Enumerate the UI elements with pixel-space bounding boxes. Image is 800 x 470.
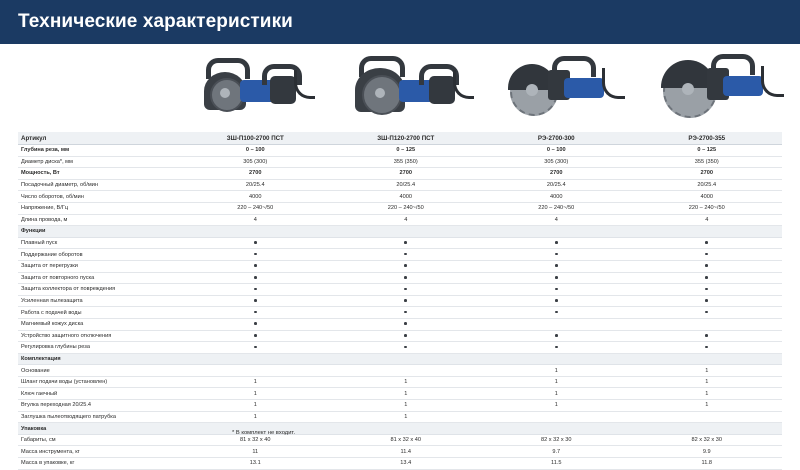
row-label: Защита от повторного пуска bbox=[18, 272, 180, 284]
table-row bbox=[18, 365, 782, 377]
row-value: 20/25.4 bbox=[180, 179, 331, 191]
table-row bbox=[18, 179, 782, 191]
feature-dot-icon bbox=[404, 288, 407, 291]
row-value bbox=[481, 272, 632, 284]
feature-dot-icon bbox=[254, 299, 257, 302]
wall-chaser-120-image bbox=[353, 52, 473, 130]
row-value: 2700 bbox=[180, 168, 331, 180]
row-value: 0 – 100 bbox=[481, 145, 632, 157]
feature-dot-icon bbox=[555, 253, 558, 256]
table-row bbox=[18, 249, 782, 261]
row-label: Регулировка глубины реза bbox=[18, 342, 180, 354]
specifications-table bbox=[18, 132, 782, 470]
row-value: 220 – 240~/50 bbox=[632, 202, 783, 214]
row-value: 4000 bbox=[180, 191, 331, 203]
table-row bbox=[18, 434, 782, 446]
row-value: 9.7 bbox=[481, 446, 632, 458]
row-value: 220 – 240~/50 bbox=[481, 202, 632, 214]
feature-dot-icon bbox=[705, 276, 708, 279]
row-value: 2700 bbox=[632, 168, 783, 180]
product-image-cell bbox=[645, 46, 800, 130]
row-value bbox=[331, 272, 482, 284]
row-value: 20/25.4 bbox=[481, 179, 632, 191]
row-value bbox=[481, 342, 632, 354]
row-value bbox=[331, 295, 482, 307]
row-label: Масса в упаковке, кг bbox=[18, 458, 180, 470]
row-value bbox=[331, 284, 482, 296]
row-value bbox=[632, 330, 783, 342]
row-value: 0 – 125 bbox=[331, 145, 482, 157]
row-value bbox=[481, 318, 632, 330]
feature-dot-icon bbox=[555, 346, 558, 349]
row-value bbox=[632, 318, 783, 330]
feature-dot-icon bbox=[254, 264, 257, 267]
row-label: Мощность, Вт bbox=[18, 168, 180, 180]
feature-dot-icon bbox=[254, 276, 257, 279]
row-value: 4000 bbox=[481, 191, 632, 203]
row-value bbox=[331, 423, 482, 435]
row-value bbox=[331, 307, 482, 319]
feature-dot-icon bbox=[404, 322, 407, 325]
row-value bbox=[180, 307, 331, 319]
row-label: Напряжение, В/Гц bbox=[18, 202, 180, 214]
row-value bbox=[481, 423, 632, 435]
row-value bbox=[481, 237, 632, 249]
wall-chaser-100-image bbox=[198, 52, 318, 130]
row-value bbox=[331, 365, 482, 377]
row-value bbox=[180, 272, 331, 284]
row-value bbox=[632, 411, 783, 423]
row-value: 20/25.4 bbox=[632, 179, 783, 191]
table-row bbox=[18, 272, 782, 284]
table-row bbox=[18, 446, 782, 458]
row-value bbox=[180, 318, 331, 330]
row-label: Основание bbox=[18, 365, 180, 377]
row-value bbox=[632, 249, 783, 261]
row-value bbox=[180, 365, 331, 377]
feature-dot-icon bbox=[555, 288, 558, 291]
footnote: * В комплект не входит. bbox=[232, 430, 296, 436]
row-value: 4 bbox=[632, 214, 783, 226]
row-label: Число оборотов, об/мин bbox=[18, 191, 180, 203]
row-label: Поддержание оборотов bbox=[18, 249, 180, 261]
row-value: 305 (300) bbox=[180, 156, 331, 168]
row-value bbox=[632, 272, 783, 284]
row-value bbox=[632, 353, 783, 365]
row-value bbox=[331, 318, 482, 330]
row-value bbox=[481, 353, 632, 365]
table-row bbox=[18, 156, 782, 168]
row-value: 355 (350) bbox=[632, 156, 783, 168]
row-value: 1 bbox=[632, 400, 783, 412]
row-value: 220 – 240~/50 bbox=[331, 202, 482, 214]
feature-dot-icon bbox=[404, 334, 407, 337]
table-row bbox=[18, 330, 782, 342]
row-value bbox=[331, 342, 482, 354]
feature-dot-icon bbox=[705, 299, 708, 302]
row-value bbox=[331, 226, 482, 238]
feature-dot-icon bbox=[555, 264, 558, 267]
feature-dot-icon bbox=[404, 346, 407, 349]
row-value: 13.1 bbox=[180, 458, 331, 470]
feature-dot-icon bbox=[705, 334, 708, 337]
feature-dot-icon bbox=[555, 276, 558, 279]
table-row bbox=[18, 458, 782, 470]
row-label: Диаметр диска*, мм bbox=[18, 156, 180, 168]
row-value bbox=[331, 260, 482, 272]
row-value bbox=[481, 307, 632, 319]
row-value bbox=[331, 249, 482, 261]
row-value: 11.8 bbox=[632, 458, 783, 470]
feature-dot-icon bbox=[555, 334, 558, 337]
table-row bbox=[18, 307, 782, 319]
feature-dot-icon bbox=[555, 311, 558, 314]
row-value: 81 х 32 х 40 bbox=[180, 434, 331, 446]
row-value bbox=[180, 295, 331, 307]
feature-dot-icon bbox=[254, 288, 257, 291]
row-value: 11.4 bbox=[331, 446, 482, 458]
row-value: 11 bbox=[180, 446, 331, 458]
feature-dot-icon bbox=[254, 334, 257, 337]
row-label: Упаковка bbox=[18, 423, 180, 435]
row-value: 2700 bbox=[331, 168, 482, 180]
product-image-cell bbox=[180, 46, 335, 130]
feature-dot-icon bbox=[404, 311, 407, 314]
row-value bbox=[180, 342, 331, 354]
row-value bbox=[632, 295, 783, 307]
row-value: 305 (300) bbox=[481, 156, 632, 168]
row-label: Работа с подачей воды bbox=[18, 307, 180, 319]
row-value bbox=[331, 330, 482, 342]
row-value: 1 bbox=[180, 411, 331, 423]
row-label: Глубина реза, мм bbox=[18, 145, 180, 157]
table-section-row bbox=[18, 353, 782, 365]
row-label: Защита коллектора от повреждения bbox=[18, 284, 180, 296]
row-value bbox=[632, 423, 783, 435]
row-value: 1 bbox=[481, 400, 632, 412]
table-row bbox=[18, 411, 782, 423]
row-value bbox=[180, 226, 331, 238]
row-value bbox=[632, 284, 783, 296]
row-value: 220 – 240~/50 bbox=[180, 202, 331, 214]
feature-dot-icon bbox=[404, 299, 407, 302]
feature-dot-icon bbox=[404, 276, 407, 279]
feature-dot-icon bbox=[555, 299, 558, 302]
table-row bbox=[18, 400, 782, 412]
row-label: Магниевый кожух диска bbox=[18, 318, 180, 330]
specifications-table-body bbox=[18, 132, 782, 469]
feature-dot-icon bbox=[404, 264, 407, 267]
row-value: 11.5 bbox=[481, 458, 632, 470]
row-label: Масса инструмента, кг bbox=[18, 446, 180, 458]
row-value bbox=[481, 226, 632, 238]
row-value bbox=[180, 353, 331, 365]
feature-dot-icon bbox=[555, 241, 558, 244]
table-row bbox=[18, 202, 782, 214]
table-row bbox=[18, 388, 782, 400]
table-row bbox=[18, 168, 782, 180]
row-value: 0 – 125 bbox=[632, 145, 783, 157]
row-value bbox=[331, 353, 482, 365]
concrete-saw-355-image bbox=[663, 52, 783, 130]
row-label: Артикул bbox=[18, 132, 180, 145]
table-row bbox=[18, 260, 782, 272]
row-value bbox=[180, 260, 331, 272]
table-section-row bbox=[18, 423, 782, 435]
row-value bbox=[632, 260, 783, 272]
row-value: 20/25.4 bbox=[331, 179, 482, 191]
row-value: 13.4 bbox=[331, 458, 482, 470]
feature-dot-icon bbox=[404, 253, 407, 256]
concrete-saw-300-image bbox=[508, 52, 628, 130]
table-row bbox=[18, 284, 782, 296]
row-label: Заглушка пылеотводящего патрубка bbox=[18, 411, 180, 423]
feature-dot-icon bbox=[705, 288, 708, 291]
feature-dot-icon bbox=[254, 241, 257, 244]
row-label: Ключ гаечный bbox=[18, 388, 180, 400]
row-value: 0 – 100 bbox=[180, 145, 331, 157]
row-value bbox=[481, 330, 632, 342]
page-header bbox=[0, 0, 800, 44]
feature-dot-icon bbox=[705, 346, 708, 349]
row-value: 1 bbox=[632, 376, 783, 388]
feature-dot-icon bbox=[404, 241, 407, 244]
row-value: 4 bbox=[481, 214, 632, 226]
row-label: Длина провода, м bbox=[18, 214, 180, 226]
row-value: 9.9 bbox=[632, 446, 783, 458]
feature-dot-icon bbox=[705, 264, 708, 267]
product-image-row bbox=[180, 46, 800, 130]
feature-dot-icon bbox=[705, 253, 708, 256]
row-label: Шланг подачи воды (установлен) bbox=[18, 376, 180, 388]
row-label: Устройство защитного отключения bbox=[18, 330, 180, 342]
row-label: Посадочный диаметр, об/мин bbox=[18, 179, 180, 191]
table-row bbox=[18, 132, 782, 145]
row-label: Комплектация bbox=[18, 353, 180, 365]
row-value: 2700 bbox=[481, 168, 632, 180]
row-value: РЭ-2700-300 bbox=[481, 132, 632, 145]
table-row bbox=[18, 318, 782, 330]
row-value: 355 (350) bbox=[331, 156, 482, 168]
row-value: 4000 bbox=[331, 191, 482, 203]
row-value bbox=[180, 249, 331, 261]
feature-dot-icon bbox=[705, 241, 708, 244]
row-value: 1 bbox=[331, 388, 482, 400]
product-image-cell bbox=[490, 46, 645, 130]
row-value: 82 х 32 х 30 bbox=[632, 434, 783, 446]
row-value bbox=[180, 284, 331, 296]
feature-dot-icon bbox=[254, 346, 257, 349]
feature-dot-icon bbox=[254, 322, 257, 325]
row-value bbox=[632, 226, 783, 238]
row-value: 1 bbox=[632, 388, 783, 400]
row-value bbox=[481, 284, 632, 296]
table-row bbox=[18, 214, 782, 226]
feature-dot-icon bbox=[705, 311, 708, 314]
row-value: ЗШ-П120-2700 ПСТ bbox=[331, 132, 482, 145]
table-row bbox=[18, 191, 782, 203]
row-value: РЭ-2700-355 bbox=[632, 132, 783, 145]
row-value: 1 bbox=[481, 388, 632, 400]
row-value: 81 х 32 х 40 bbox=[331, 434, 482, 446]
table-row bbox=[18, 237, 782, 249]
row-label: Усиленная пылезащита bbox=[18, 295, 180, 307]
row-value bbox=[331, 237, 482, 249]
row-value bbox=[632, 342, 783, 354]
row-value: 1 bbox=[180, 388, 331, 400]
row-value: 1 bbox=[331, 400, 482, 412]
row-label: Защита от перегрузки bbox=[18, 260, 180, 272]
row-value bbox=[632, 237, 783, 249]
table-section-row bbox=[18, 226, 782, 238]
page-title: Технические характеристики bbox=[18, 11, 293, 32]
row-value bbox=[180, 237, 331, 249]
row-value: 1 bbox=[331, 376, 482, 388]
row-value: 4 bbox=[180, 214, 331, 226]
row-value: 1 bbox=[180, 400, 331, 412]
feature-dot-icon bbox=[254, 311, 257, 314]
table-row bbox=[18, 145, 782, 157]
row-label: Плавный пуск bbox=[18, 237, 180, 249]
row-value: 82 х 32 х 30 bbox=[481, 434, 632, 446]
row-value bbox=[481, 295, 632, 307]
product-image-cell bbox=[335, 46, 490, 130]
row-value bbox=[481, 260, 632, 272]
row-value: 1 bbox=[481, 365, 632, 377]
row-label: Габариты, см bbox=[18, 434, 180, 446]
row-value: 1 bbox=[180, 376, 331, 388]
row-value bbox=[632, 307, 783, 319]
row-label: Функции bbox=[18, 226, 180, 238]
row-value: 4 bbox=[331, 214, 482, 226]
table-row bbox=[18, 295, 782, 307]
table-row bbox=[18, 342, 782, 354]
row-value bbox=[481, 411, 632, 423]
row-value: 4000 bbox=[632, 191, 783, 203]
specifications-table-wrap bbox=[18, 132, 782, 470]
row-label: Втулка переходная 20/25.4 bbox=[18, 400, 180, 412]
row-value bbox=[180, 330, 331, 342]
row-value: 1 bbox=[331, 411, 482, 423]
row-value: ЗШ-П100-2700 ПСТ bbox=[180, 132, 331, 145]
feature-dot-icon bbox=[254, 253, 257, 256]
row-value bbox=[481, 249, 632, 261]
row-value: 1 bbox=[632, 365, 783, 377]
table-row bbox=[18, 376, 782, 388]
row-value: 1 bbox=[481, 376, 632, 388]
